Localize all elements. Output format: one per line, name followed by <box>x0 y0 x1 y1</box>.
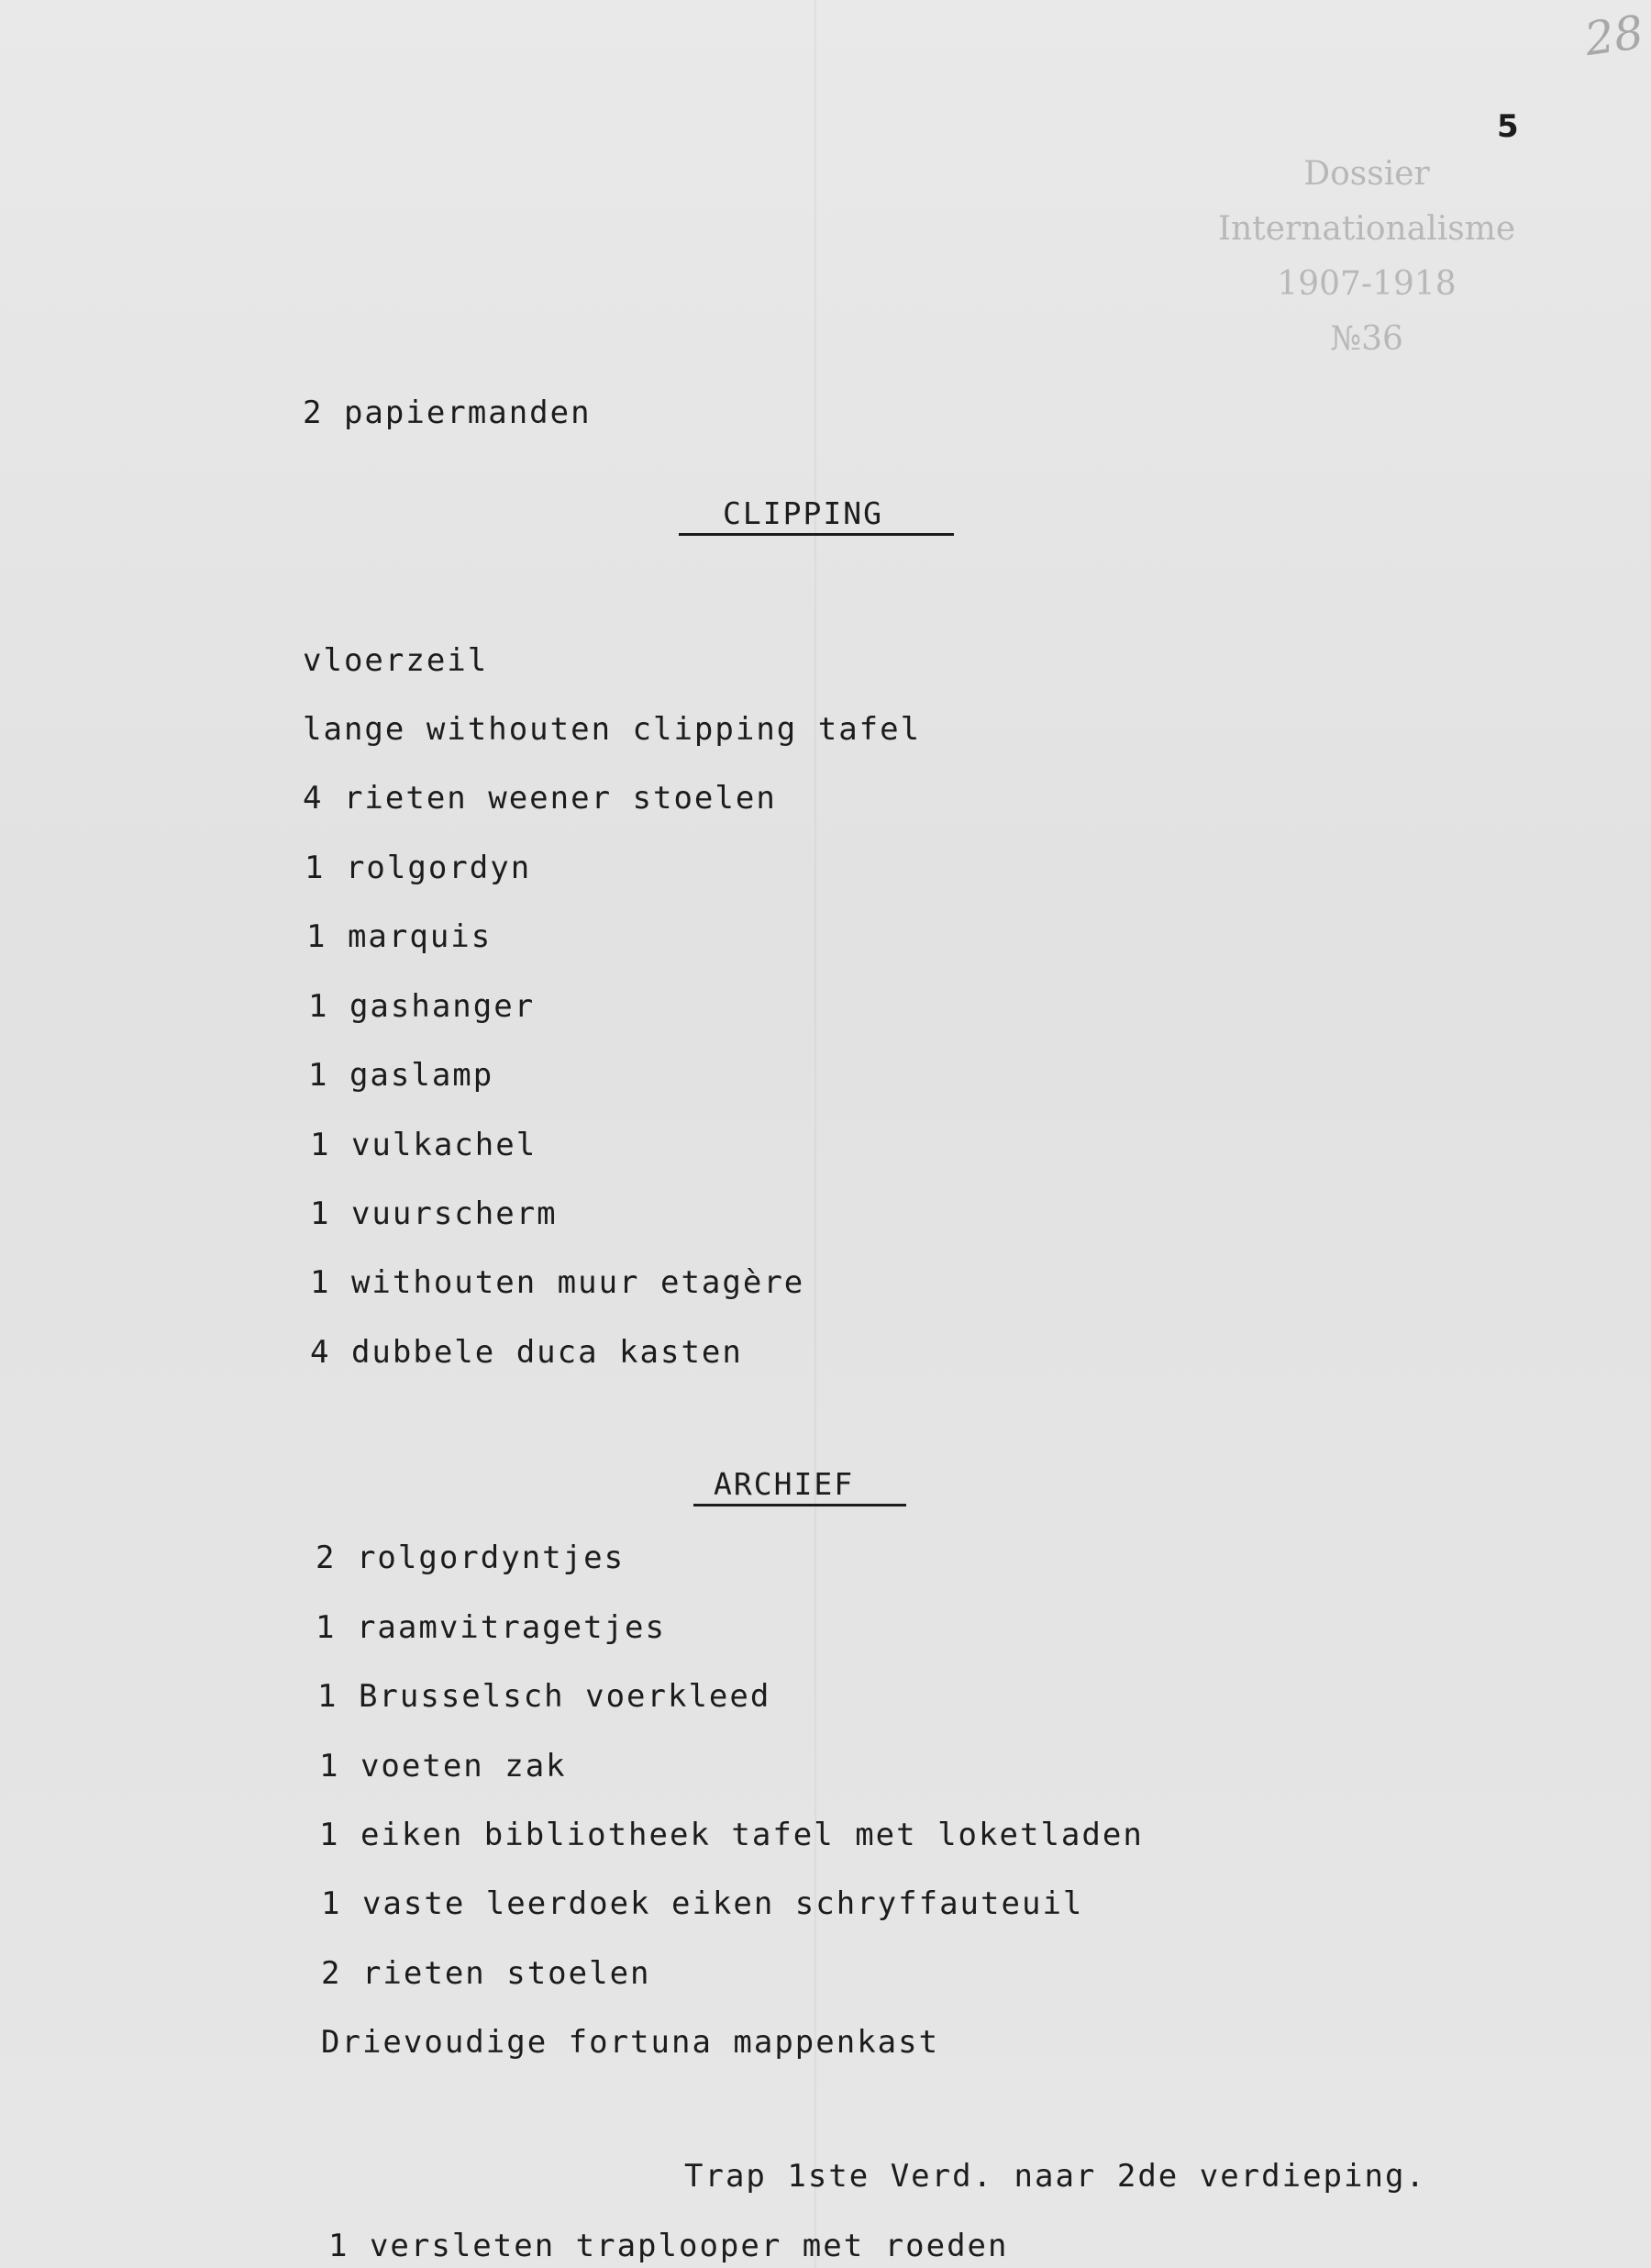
clipping-item: 1 gashanger <box>308 988 536 1025</box>
archief-item: Drievoudige fortuna mappenkast <box>321 2024 940 2061</box>
archief-item: 2 rieten stoelen <box>321 1955 651 1992</box>
archief-item: 2 rolgordyntjes <box>316 1540 626 1576</box>
archief-item: 1 eiken bibliotheek tafel met loketladen <box>319 1817 1144 1853</box>
archief-item: 1 vaste leerdoek eiken schryffauteuil <box>321 1885 1084 1922</box>
section-title-trap: Trap 1ste Verd. naar 2de verdieping. <box>684 2158 1426 2195</box>
archive-stamp <box>1174 147 1559 367</box>
clipping-item: 1 gaslamp <box>308 1057 494 1094</box>
paper-fold <box>814 0 816 2268</box>
page-number: 5 <box>1497 108 1519 145</box>
archief-item: 1 Brusselsch voerkleed <box>317 1678 771 1715</box>
section-underline-archief <box>693 1504 906 1506</box>
stamp-line-1: Dossier <box>1303 155 1430 193</box>
section-underline-clipping <box>679 533 954 536</box>
clipping-item: 1 withouten muur etagère <box>310 1264 805 1301</box>
clipping-item: 1 vulkachel <box>310 1127 537 1163</box>
stamp-line-2: Internationalisme <box>1217 210 1516 248</box>
clipping-item: 1 vuurscherm <box>310 1195 558 1232</box>
section-title-archief: ARCHIEF <box>714 1466 855 1502</box>
archief-item: 1 voeten zak <box>319 1748 567 1784</box>
section-title-clipping: CLIPPING <box>723 495 883 531</box>
pencil-page-mark: 28 <box>1581 5 1647 67</box>
stamp-line-4: №36 <box>1330 320 1403 358</box>
clipping-item: 1 rolgordyn <box>305 850 532 886</box>
clipping-item: 1 marquis <box>306 918 493 955</box>
intro-item: 2 papiermanden <box>303 395 592 431</box>
clipping-item: lange withouten clipping tafel <box>303 711 922 748</box>
clipping-item: 4 dubbele duca kasten <box>310 1334 743 1371</box>
clipping-item: vloerzeil <box>303 642 489 679</box>
archief-item: 1 raamvitragetjes <box>316 1609 666 1646</box>
trap-item: 1 versleten traplooper met roeden <box>328 2228 1009 2264</box>
clipping-item: 4 rieten weener stoelen <box>303 780 777 817</box>
stamp-line-3: 1907-1918 <box>1277 265 1457 303</box>
